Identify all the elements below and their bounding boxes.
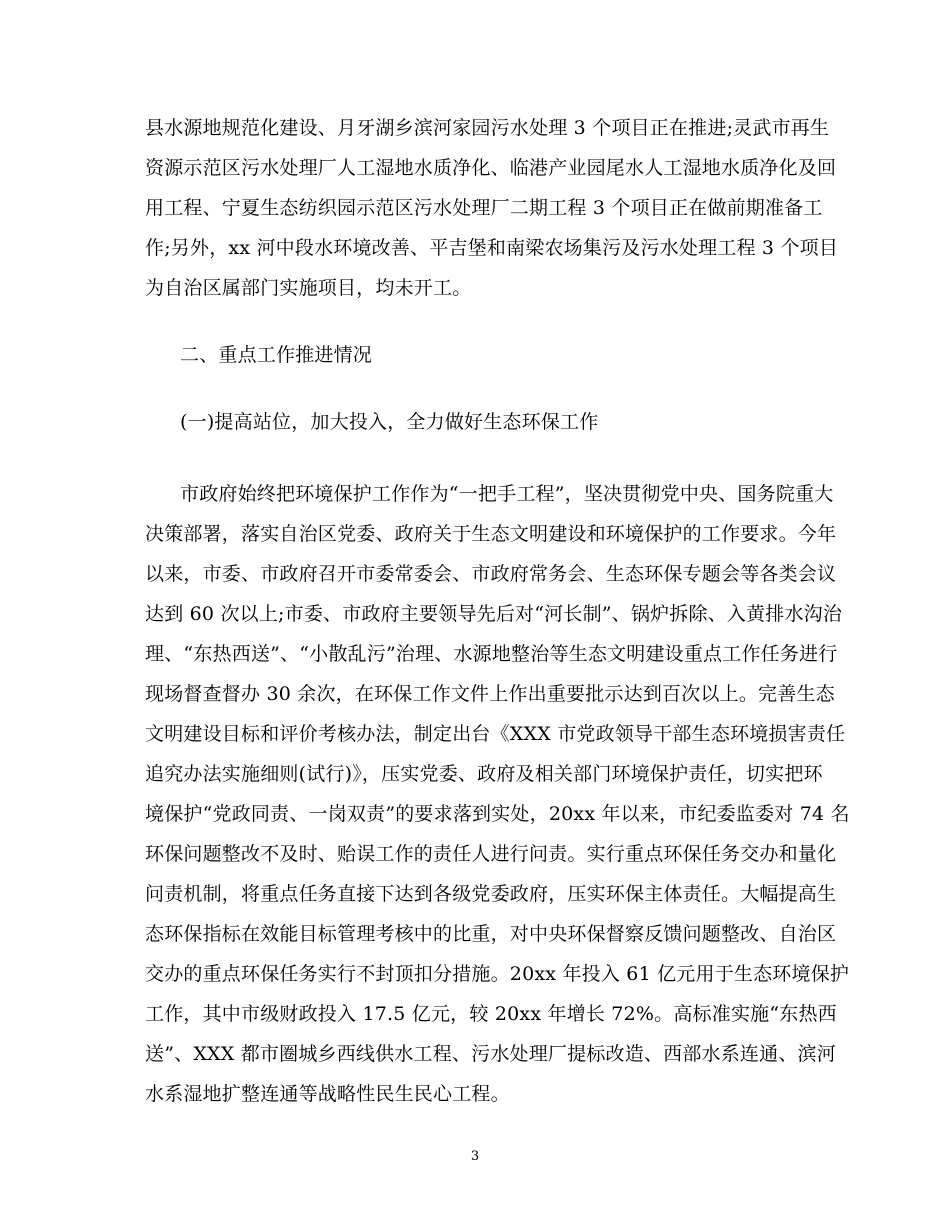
text-line: 决策部署，落实自治区党委、政府关于生态文明建设和环境保护的工作要求。今年 — [145, 523, 837, 545]
page-number: 3 — [470, 1149, 480, 1164]
subsection-heading: (一)提高站位，加大投入，全力做好生态环保工作 — [180, 411, 599, 433]
text-line: 环保问题整改不及时、贻误工作的责任人进行问责。实行重点环保任务交办和量化 — [145, 843, 837, 865]
text-line: 作;另外，xx 河中段水环境改善、平吉堡和南梁农场集污及污水处理工程 3 个项目 — [145, 237, 839, 259]
text-line: 境保护“党政同责、一岗双责”的要求落到实处，20xx 年以来，市纪委监委对 74 名 — [145, 803, 850, 825]
text-line: 追究办法实施细则(试行)》，压实党委、政府及相关部门环境保护责任，切实把环 — [145, 763, 823, 785]
text-line: 理、“东热西送”、“小散乱污”治理、水源地整治等生态文明建设重点工作任务进行 — [145, 643, 838, 665]
text-line: 以来，市委、市政府召开市委常委会、市政府常务会、生态环保专题会等各类会议 — [145, 563, 837, 585]
text-line: 工作，其中市级财政投入 17.5 亿元，较 20xx 年增长 72%。高标准实施“东热西 — [145, 1003, 837, 1025]
text-line: 县水源地规范化建设、月牙湖乡滨河家园污水处理 3 个项目正在推进;灵武市再生 — [145, 117, 830, 139]
text-line: 用工程、宁夏生态纺织园示范区污水处理厂二期工程 3 个项目正在做前期准备工 — [145, 197, 823, 219]
text-line: 现场督查督办 30 余次，在环保工作文件上作出重要批示达到百次以上。完善生态 — [145, 683, 835, 705]
text-line: 为自治区属部门实施项目，均未开工。 — [145, 277, 472, 299]
text-line: 达到 60 次以上;市委、市政府主要领导先后对“河长制”、锅炉拆除、入黄排水沟治 — [145, 603, 843, 625]
section-heading: 二、重点工作推进情况 — [180, 344, 373, 366]
text-line: 市政府始终把环境保护工作作为“一把手工程”，坚决贯彻党中央、国务院重大 — [180, 483, 834, 505]
text-line: 资源示范区污水处理厂人工湿地水质净化、临港产业园尾水人工湿地水质净化及回 — [145, 157, 837, 179]
text-line: 水系湿地扩整连通等战略性民生民心工程。 — [145, 1083, 510, 1105]
text-line: 态环保指标在效能目标管理考核中的比重，对中央环保督察反馈问题整改、自治区 — [145, 923, 837, 945]
text-line: 交办的重点环保任务实行不封顶扣分措施。20xx 年投入 61 亿元用于生态环境保护 — [145, 963, 850, 985]
text-line: 问责机制，将重点任务直接下达到各级党委政府，压实环保主体责任。大幅提高生 — [145, 883, 837, 905]
text-line: 文明建设目标和评价考核办法，制定出台《XXX 市党政领导干部生态环境损害责任 — [145, 723, 846, 745]
text-line: 送”、XXX 都市圈城乡西线供水工程、污水处理厂提标改造、西部水系连通、滨河 — [145, 1043, 836, 1065]
